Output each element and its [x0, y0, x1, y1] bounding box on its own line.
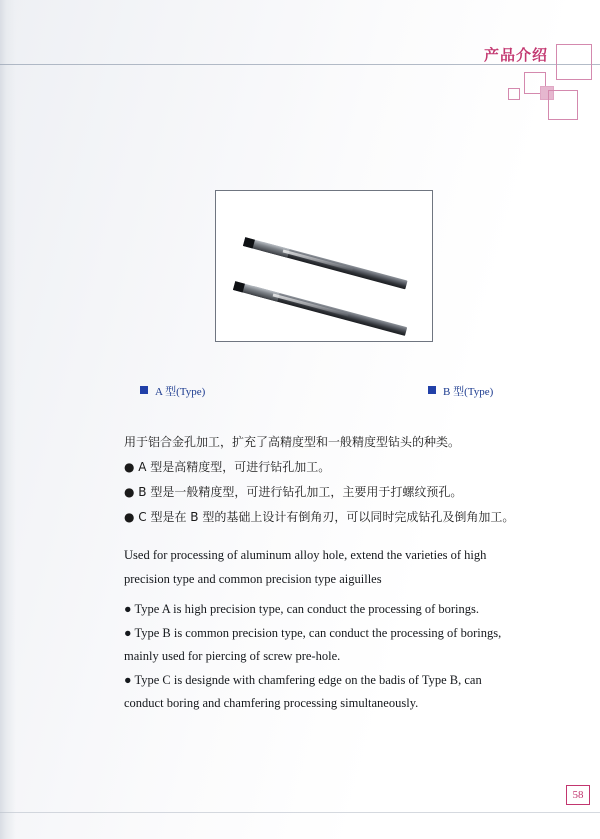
english-description [124, 544, 536, 716]
english-line-c-2: conduct boring and chamfering processing simultaneously. [124, 696, 419, 710]
page-title: 产品介绍 [483, 46, 548, 64]
english-line-a: ● Type A is high precision type, can conduct the processing of borings. [124, 602, 479, 616]
chinese-line-b: ● B 型是一般精度型，可进行钻孔加工，主要用于打螺纹预孔。 [124, 485, 463, 499]
english-line-c-1: ● Type C is designde with chamfering edge on the badis of Type B, can [124, 672, 482, 687]
chinese-description [124, 430, 544, 530]
photo-captions [0, 383, 600, 399]
chinese-line-a: ● A 型是高精度型，可进行钻孔加工。 [124, 460, 331, 474]
english-line-b-2: mainly used for piercing of screw pre-hole. [124, 649, 341, 663]
page-number: 58 [566, 785, 590, 805]
english-line-b-1: ● Type B is common precision type, can conduct the processing of borings, [124, 625, 502, 640]
caption-type-a [140, 383, 205, 399]
footer-divider-line [0, 812, 600, 813]
square-bullet-icon [140, 386, 148, 394]
tool-flute-lower [273, 293, 349, 316]
page-spine-shading [0, 0, 16, 839]
deco-square-1 [556, 44, 592, 80]
english-intro-line-2: precision type and common precision type aiguilles [124, 571, 382, 586]
chinese-intro: 用于铝合金孔加工，扩充了高精度型和一般精度型钻头的种类。 [124, 435, 461, 449]
chinese-line-c: ● C 型是在 B 型的基础上设计有倒角刃，可以同时完成钻孔及倒角加工。 [124, 510, 515, 524]
square-bullet-icon [428, 386, 436, 394]
english-intro-line-1: Used for processing of aluminum alloy hole, extend the varieties of high [124, 548, 487, 562]
caption-type-a-label: A 型(Type) [155, 386, 206, 398]
tool-flute-upper [283, 249, 353, 271]
product-photo [215, 190, 433, 342]
deco-square-5 [508, 88, 520, 100]
caption-type-b [428, 383, 493, 399]
caption-type-b-label: B 型(Type) [443, 386, 494, 398]
paragraph-spacer [124, 591, 536, 598]
deco-square-4 [548, 90, 578, 120]
